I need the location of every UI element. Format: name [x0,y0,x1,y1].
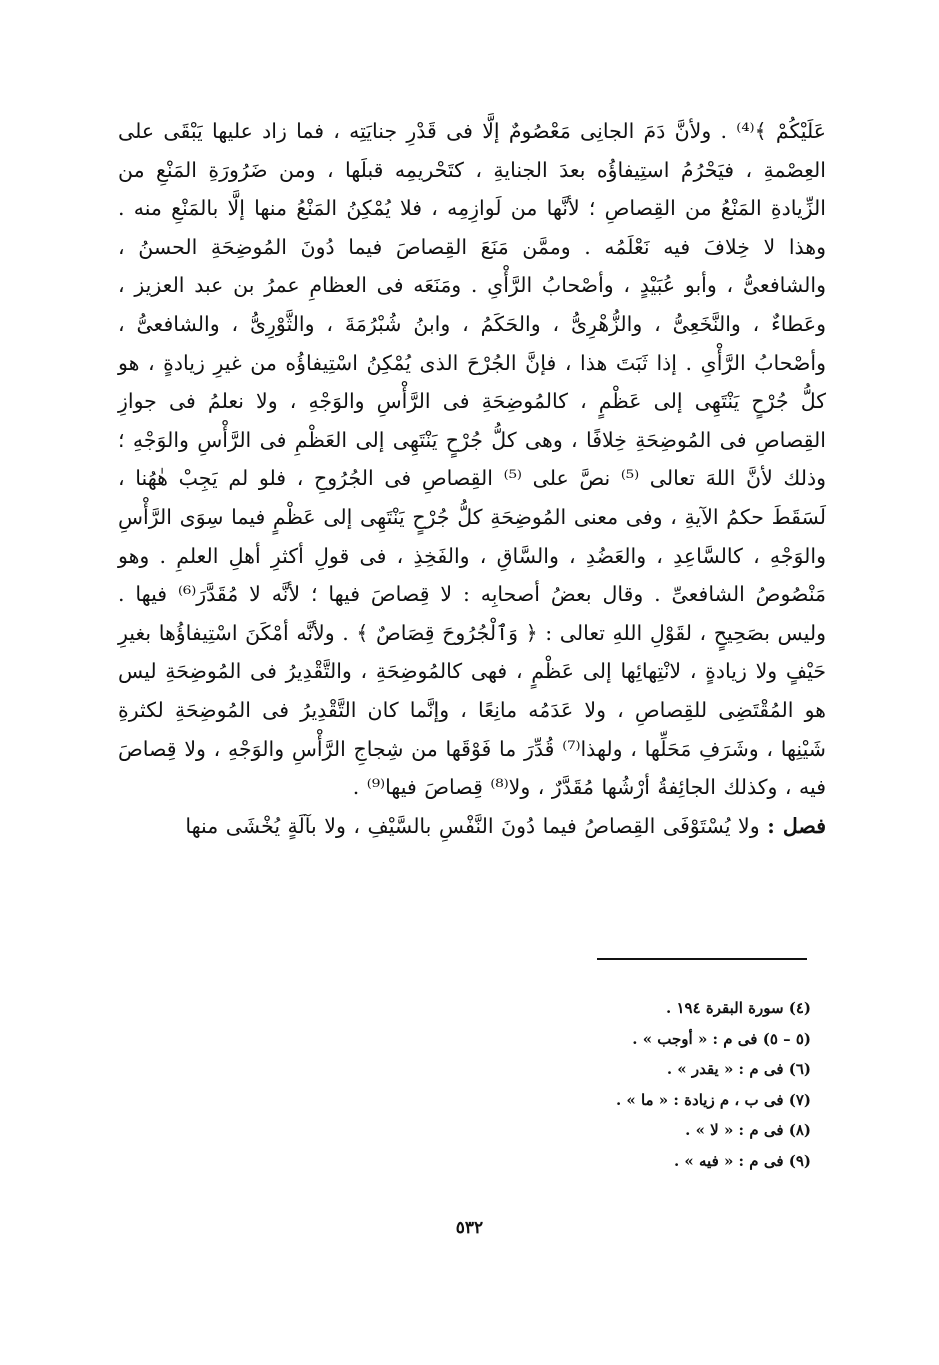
fasl-paragraph [118,807,826,846]
footnote-7: (٧) فى ب ، م زيادة : « ما » . [615,1090,811,1109]
footnote-separator [597,958,807,960]
page-number: ٥٣٢ [455,1218,484,1238]
footnote-8: (٨) فى م : « لا » . [685,1121,811,1139]
footnote-5: (٥ – ٥) فى م : « أوجب » . [632,1029,811,1048]
main-text-block [118,112,826,845]
fasl-paragraph-text: ولا يُسْتَوْفَى القِصاصُ فيما دُونَ النَّفْسِ بالسَّيْفِ ، ولا بآلَةٍ يُخْشَى منها [185,813,760,838]
footnotes-block [391,993,811,1176]
footnote-9: (٩) فى م : « فيه » . [673,1151,811,1170]
fasl-heading: فصل : [767,813,826,838]
footnote-6: (٦) فى م : « يقدر » . [666,1060,811,1078]
main-paragraph: عَلَيْكُمْ ﴾⁽⁴⁾ . ولأنَّ دَمَ الجانِى مَعْصُومٌ إلَّا فى قَدْرِ جنايَتِه ، فما زاد عليها يَبْقَى على العِصْمةِ ، فيَحْرُمُ استِيفاؤُه بعدَ الجنايةِ ، كتَحْريمِه قبلَها ، ومن ضَرُورَةِ المَنْعِ من الزِّيادةِ المَنْعُ من القِصاصِ ؛ لأنَّها من لَوازِمِه ، فلا يُمْكِنُ المَنْعُ منها إلَّا بالمَنْعِ منه . وهذا لا خِلافَ فيه نَعْلَمُه . وممَّن مَنَعَ القِصاصَ فيما دُونَ المُوضِحَةِ الحسنُ ، والشافعىُّ ، وأبو عُبَيْدٍ ، وأصْحابُ الرَّأْىِ . ومَنَعَه فى العظامِ عمرُ بن عبد العزيز ، وعَطاءٌ ، والنَّخَعِىُّ ، والزُّهْرِىُّ ، والحَكَمُ ، وابنُ شُبْرُمَةَ ، والثَّوْرِىُّ ، والشافعىُّ ، وأصْحابُ الرَّأْىِ . إذا ثَبَتَ هذا ، فإنَّ الجُرْحَ الذى يُمْكِنُ اسْتِيفاؤُه من غيرِ زيادةٍ ، هو كلُّ جُرْحٍ يَنْتَهِى إلى عَظْمٍ ، كالمُوضِحَةِ فى الرَّأْسِ والوَجْهِ ، ولا نعلمُ فى جوازِ القِصاصِ فى المُوضِحَةِ خِلافًا ، وهى كلُّ جُرْحٍ يَنْتَهِى إلى العَظْمِ فى الرَّأْسِ والوَجْهِ ؛ وذلك لأنَّ اللهَ تعالى ⁽⁵⁾ نصَّ على ⁽⁵⁾ القِصاصِ فى الجُرُوحِ ، فلو لم يَجِبْ هٰهُنا ، لَسَقَطَ حكمُ الآيةِ ، وفى معنى المُوضِحَةِ كلُّ جُرْحٍ يَنْتَهِى إلى عَظْمٍ فيما سِوَى الرَّأْسِ والوَجْهِ ، كالسَّاعِدِ ، والعَضُدِ ، والسَّاقِ ، والفَخِذِ ، فى قولِ أكثرِ أهلِ العلمِ . وهو مَنْصُوصُ الشافعىِّ . وقال بعضُ أصحابِه : لا قِصاصَ فيها ؛ لأنَّه لا مُقَدَّرَ⁽⁶⁾ فيها . وليس بصَحِيحٍ ، لقَوْلِ اللهِ تعالى : ﴿ وَٱلْجُرُوحَ قِصَاصٌ ﴾ . ولأنَّه أمْكَنَ اسْتِيفاؤُها بغيرِ حَيْفٍ ولا زيادةٍ ، لانْتِهائِها إلى عَظْمٍ ، فهى كالمُوضِحَةِ ، والتَّقْدِيرُ فى المُوضِحَةِ ليس هو المُقْتَضِى للقِصاصِ ، ولا عَدَمُه مانِعًا ، وإنَّما كان التَّقْدِيرُ فى المُوضِحَةِ لكثرةِ شَيْنِها ، وشَرَفِ مَحَلِّها ، ولهذا⁽⁷⁾ قُدِّرَ ما فَوْقَها من شِجاجِ الرَّأْسِ والوَجْهِ ، ولا قِصاصَ فيه ، وكذلك الجائِفةُ أرْشُها مُقَدَّرٌ ، ولا⁽⁸⁾ قِصاصَ فيها⁽⁹⁾ . [118,119,827,800]
footnote-4: (٤) سورة البقرة ١٩٤ . [666,999,811,1017]
